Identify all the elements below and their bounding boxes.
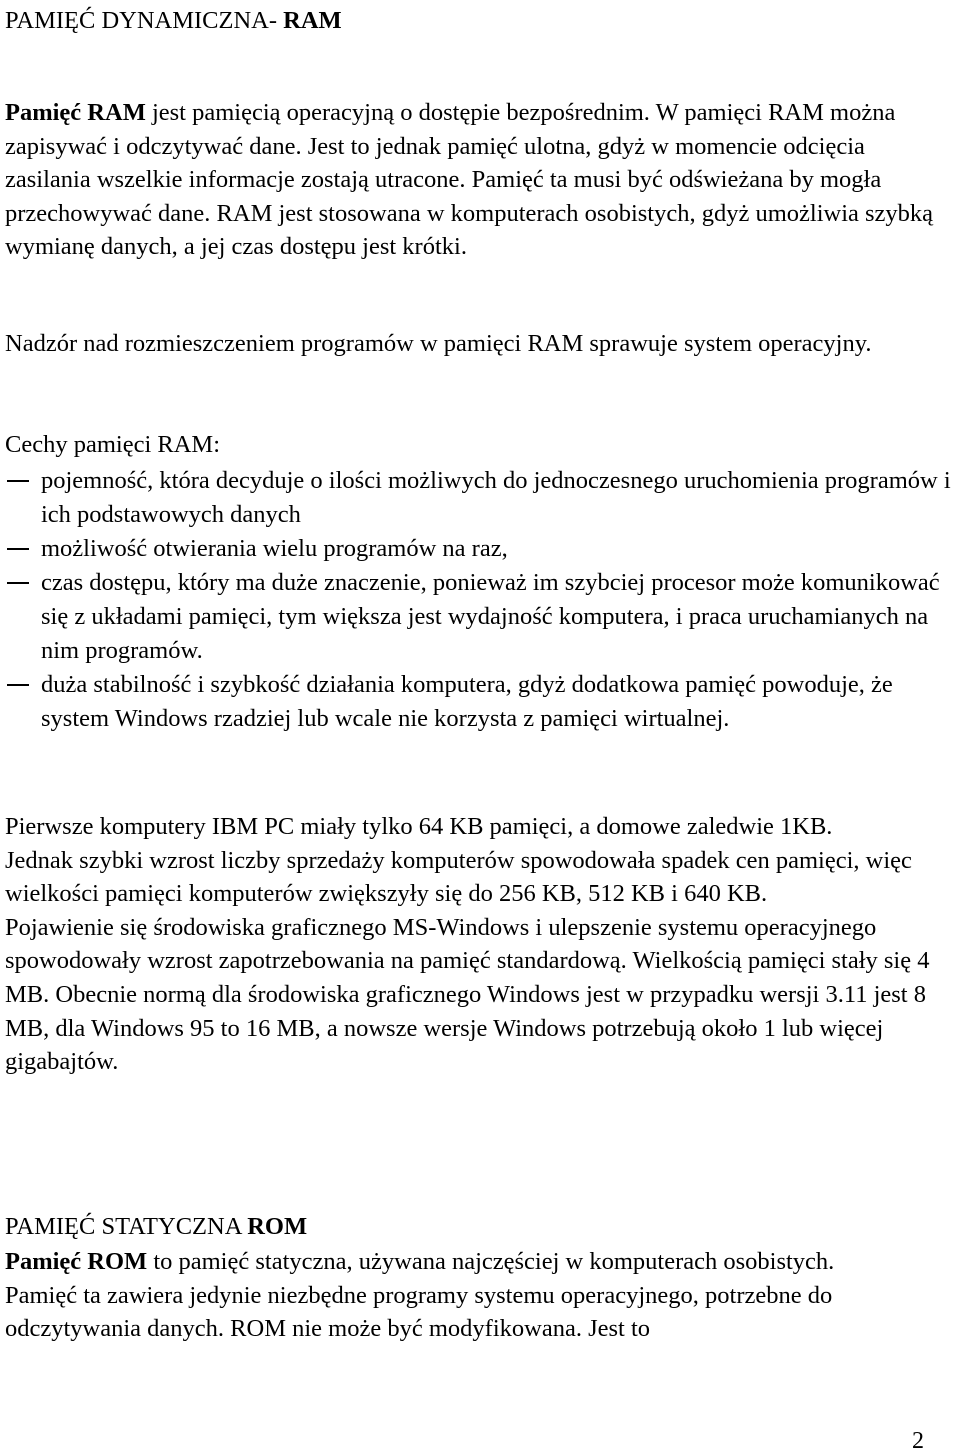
list-item-text: czas dostępu, który ma duże znaczenie, ponieważ im szybciej procesor może komunikować się z układami pamięci, tym większa jest wydajność komputera, i praca uruchamianych na nim programów. — [41, 569, 940, 664]
ram-history-paragraphs — [5, 810, 955, 1079]
dash-bullet-icon — [7, 548, 29, 550]
history-paragraph: Jednak szybki wzrost liczby sprzedaży komputerów spowodowała spadek cen pamięci, więc wielkości pamięci komputerów zwiększyły się do 256 KB, 512 KB i 640 KB. — [5, 846, 912, 908]
section-title-ram-prefix: PAMIĘĆ DYNAMICZNA- — [5, 7, 284, 34]
list-item-text: możliwość otwierania wielu programów na raz, — [41, 535, 508, 562]
page-number: 2 — [912, 1428, 924, 1454]
section-title-ram — [5, 4, 342, 38]
ram-features-heading-text: Cechy pamięci RAM: — [5, 431, 221, 458]
dash-bullet-icon — [7, 684, 29, 686]
section-title-rom-bold: ROM — [247, 1213, 308, 1240]
ram-intro-text: jest pamięcią operacyjną o dostępie bezpośrednim. W pamięci RAM można zapisywać i odczytywać dane. Jest to jednak pamięć ulotna, gdyż w momencie odcięcia zasilania wszelkie informacje zostają utracone. Pamięć ta musi być odświeżana by mogła przechowywać dane. RAM jest stosowana w komputerach osobistych, gdyż umożliwia szybką wymianę danych, a jej czas dostępu jest krótki. — [5, 99, 934, 261]
ram-supervision-text: Nadzór nad rozmieszczeniem programów w pamięci RAM sprawuje system operacyjny. — [5, 330, 872, 357]
ram-intro-paragraph — [5, 96, 955, 264]
section-title-rom-prefix: PAMIĘĆ STATYCZNA — [5, 1213, 248, 1240]
rom-intro-bold-lead: Pamięć ROM — [5, 1248, 148, 1275]
dash-bullet-icon — [7, 480, 29, 482]
list-item — [5, 464, 955, 532]
list-item — [5, 668, 955, 736]
rom-body-text: Pamięć ta zawiera jedynie niezbędne programy systemu operacyjnego, potrzebne do odczytywania danych. ROM nie może być modyfikowana. Jest to — [5, 1281, 833, 1343]
ram-supervision-paragraph — [5, 327, 955, 361]
rom-paragraphs — [5, 1245, 955, 1346]
history-paragraph: Pierwsze komputery IBM PC miały tylko 64 KB pamięci, a domowe zaledwie 1KB. — [5, 813, 833, 840]
ram-intro-bold-lead: Pamięć RAM — [5, 99, 146, 126]
history-paragraph: Pojawienie się środowiska graficznego MS-Windows i ulepszenie systemu operacyjnego spowodowały wzrost zapotrzebowania na pamięć standardową. Wielkością pamięci stały się 4 MB. Obecnie normą dla środowiska graficznego Windows jest w przypadku wersji 3.11 jest 8 MB, dla Windows 95 to 16 MB, a nowsze wersje Windows potrzebują około 1 lub więcej gigabajtów. — [5, 913, 930, 1076]
list-item — [5, 532, 955, 566]
ram-features-list — [5, 464, 955, 736]
ram-features-heading — [5, 428, 955, 462]
section-title-rom — [5, 1210, 955, 1244]
section-title-ram-bold: RAM — [283, 7, 342, 34]
dash-bullet-icon — [7, 582, 29, 584]
list-item-text: pojemność, która decyduje o ilości możliwych do jednoczesnego uruchomienia programów i ich podstawowych danych — [41, 467, 951, 528]
list-item — [5, 566, 955, 668]
rom-intro-text: to pamięć statyczna, używana najczęściej w komputerach osobistych. — [147, 1248, 835, 1275]
list-item-text: duża stabilność i szybkość działania komputera, gdyż dodatkowa pamięć powoduje, że system Windows rzadziej lub wcale nie korzysta z pamięci wirtualnej. — [41, 671, 893, 732]
